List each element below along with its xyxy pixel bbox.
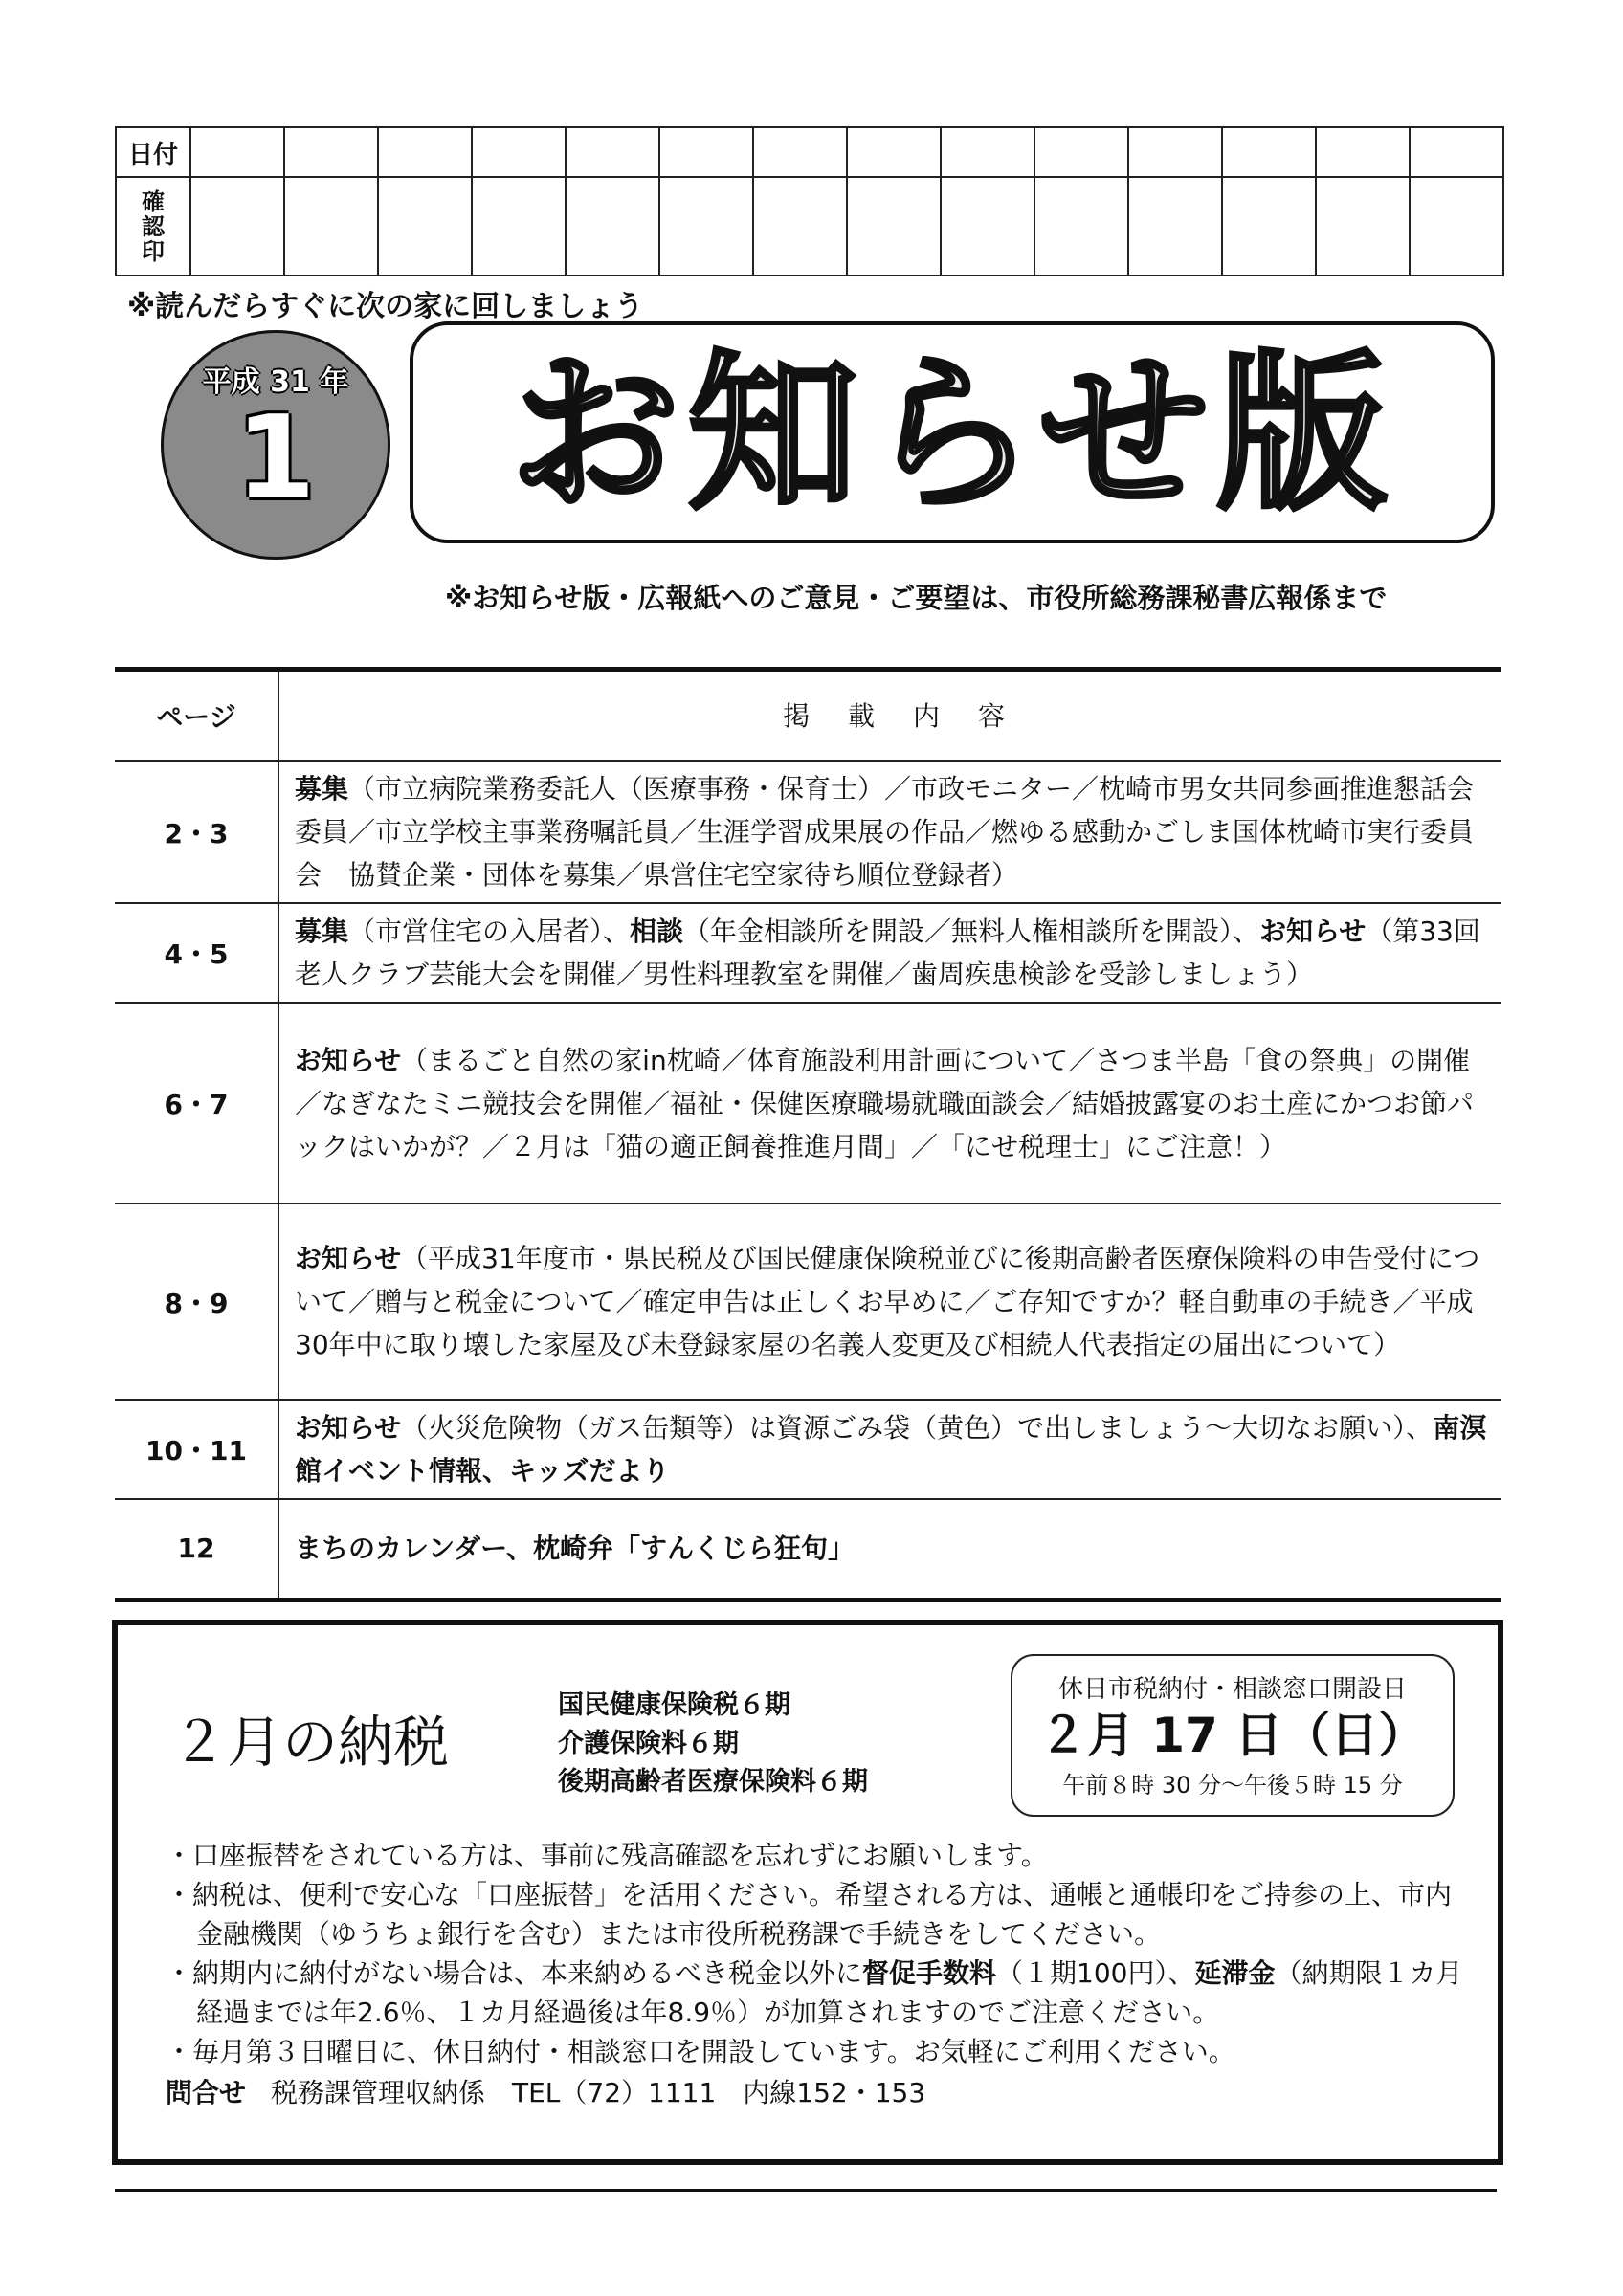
contents-detail: （年金相談所を開設／無料人権相談所を開設）、 [683, 916, 1260, 947]
contents-category: 募集 [295, 773, 349, 805]
header-content: 掲載内容 [278, 670, 1501, 762]
seal-cell [847, 177, 941, 276]
contents-header-row [115, 670, 1501, 762]
contents-category: お知らせ [1259, 916, 1367, 947]
contact-label: 問合せ [166, 2077, 247, 2108]
tax-note-text: （納期限１カ月経過までは年2.6％、１カ月経過後は年8.9％）が加算されますのでご注意ください。 [196, 1957, 1463, 2028]
bottom-rule [115, 2189, 1497, 2192]
contents-category: まちのカレンダー、枕崎弁「すんくじら狂句」 [295, 1533, 856, 1565]
issue-era: 平成 31 年 [202, 365, 349, 399]
date-cell [753, 127, 847, 177]
tax-note [166, 2032, 1477, 2071]
tax-note-emphasis: 督促手数料 [862, 1957, 997, 1989]
contents-description [278, 903, 1501, 1003]
contents-detail: （市営住宅の入居者）、 [348, 916, 631, 947]
contents-detail: （まるごと自然の家in枕崎／体育施設利用計画について／さつま半島「食の祭典」の開催／なぎなたミニ競技会を開催／福祉・保健医療職場就職面談会／結婚披露宴のお土産にかつお節パックはいかが？／２月は「猫の適正飼養推進月間」／「にせ税理士」にご注意！） [295, 1044, 1475, 1162]
date-cell [1410, 127, 1503, 177]
contents-row [115, 1003, 1501, 1203]
issue-badge [161, 330, 390, 560]
contents-category: お知らせ [295, 1243, 402, 1274]
contents-page: 8・9 [115, 1203, 278, 1400]
tax-notice-box [112, 1620, 1503, 2165]
contents-detail: （市立病院業務委託人（医療事務・保育士）／市政モニター／枕崎市男女共同参画推進懇話会委員／市立学校主事業務嘱託員／生涯学習成果展の作品／燃ゆる感動かごしま国体枕崎市実行委員会 協賛企業・団体を募集／県営住宅空家待ち順位登録者） [295, 773, 1475, 891]
tax-note-text: ・納期内に納付がない場合は、本来納めるべき税金以外に [166, 1957, 863, 1989]
contents-page: 2・3 [115, 761, 278, 903]
holiday-hours: 午前８時 30 分～午後５時 15 分 [1062, 1772, 1403, 1799]
seal-cell [378, 177, 472, 276]
tax-item: 後期高齢者医療保険料６期 [558, 1767, 868, 1797]
contents-page: 4・5 [115, 903, 278, 1003]
contents-description [278, 1203, 1501, 1400]
contents-description [278, 1499, 1501, 1600]
contact-line [166, 2073, 1477, 2112]
contents-description [278, 761, 1501, 903]
contents-category: 南溟館イベント情報、キッズだより [295, 1412, 1487, 1487]
date-cell [190, 127, 284, 177]
contents-category: 募集 [295, 916, 349, 947]
tax-item: 国民健康保険税６期 [558, 1690, 790, 1720]
seal-cell [1034, 177, 1128, 276]
holiday-label: 休日市税納付・相談窓口開設日 [1057, 1675, 1407, 1704]
seal-cell [284, 177, 378, 276]
contents-detail: （平成31年度市・県民税及び国民健康保険税並びに後期高齢者医療保険料の申告受付について／贈与と税金について／確定申告は正しくお早めに／ご存知ですか？軽自動車の手続き／平成30年中に取り壊した家屋及び未登録家屋の名義人変更及び相続人代表指定の届出について） [295, 1243, 1480, 1360]
tax-note-text: ・毎月第３日曜日に、休日納付・相談窓口を開設しています。お気軽にご利用ください。 [166, 2036, 1235, 2067]
contents-description [278, 1400, 1501, 1499]
title-frame [410, 321, 1495, 543]
date-cell [378, 127, 472, 177]
contents-description [278, 1003, 1501, 1203]
seal-label: 確 認 印 [116, 177, 190, 276]
circulation-date-row [116, 127, 1503, 177]
contents-category: お知らせ [295, 1412, 402, 1444]
seal-cell [941, 177, 1034, 276]
pass-along-note: ※読んだらすぐに次の家に回しましょう [127, 290, 644, 323]
holiday-date: ２月 17 日（日） [1038, 1708, 1427, 1763]
feedback-note: ※お知らせ版・広報紙へのご意見・ご要望は、市役所総務課秘書広報係まで [445, 582, 1388, 614]
date-cell [284, 127, 378, 177]
tax-note [166, 1836, 1477, 1875]
issue-number: 1 [235, 392, 316, 525]
seal-cell [1222, 177, 1316, 276]
date-label: 日付 [116, 127, 190, 177]
date-cell [659, 127, 753, 177]
tax-note [166, 1875, 1477, 1954]
contents-detail: （第33回老人クラブ芸能大会を開催／男性料理教室を開催／歯周疾患検診を受診しましょう） [295, 916, 1480, 990]
holiday-window-box [1011, 1654, 1455, 1817]
tax-notes-list [166, 1836, 1477, 2071]
contents-row [115, 1400, 1501, 1499]
seal-cell [566, 177, 659, 276]
date-cell [472, 127, 566, 177]
tax-note [166, 1954, 1477, 2032]
seal-cell [1316, 177, 1410, 276]
tax-note-text: ・口座振替をされている方は、事前に残高確認を忘れずにお願いします。 [166, 1840, 1048, 1871]
contents-body [115, 761, 1501, 1600]
header-page: ページ [115, 670, 278, 762]
date-cell [941, 127, 1034, 177]
contents-category: お知らせ [295, 1044, 402, 1076]
seal-cell [1128, 177, 1222, 276]
page-title: お知らせ版 [509, 335, 1395, 533]
circulation-seal-row [116, 177, 1503, 276]
seal-cell [753, 177, 847, 276]
contact-text: 税務課管理収納係 TEL（72）1111 内線152・153 [271, 2077, 926, 2108]
date-cell [847, 127, 941, 177]
circulation-table [115, 126, 1504, 276]
seal-cell [472, 177, 566, 276]
tax-title: ２月の納税 [171, 1710, 450, 1775]
contents-row [115, 1499, 1501, 1600]
seal-cell [190, 177, 284, 276]
date-cell [566, 127, 659, 177]
tax-note-emphasis: 延滞金 [1194, 1957, 1276, 1989]
contents-detail: （火災危険物（ガス缶類等）は資源ごみ袋（黄色）で出しましょう～大切なお願い）、 [401, 1412, 1434, 1444]
tax-items [558, 1687, 868, 1801]
date-cell [1034, 127, 1128, 177]
contents-page: 10・11 [115, 1400, 278, 1499]
contents-table [115, 667, 1501, 1602]
date-cell [1128, 127, 1222, 177]
tax-note-text: ・納税は、便利で安心な「口座振替」を活用ください。希望される方は、通帳と通帳印をご持参の上、市内金融機関（ゆうちょ銀行を含む）または市役所税務課で手続きをしてください。 [166, 1879, 1453, 1950]
contents-row [115, 903, 1501, 1003]
seal-cell [1410, 177, 1503, 276]
date-cell [1316, 127, 1410, 177]
tax-notes [166, 1836, 1477, 2112]
tax-item: 介護保険料６期 [558, 1729, 739, 1758]
contents-page: 12 [115, 1499, 278, 1600]
date-cell [1222, 127, 1316, 177]
tax-note-text: （１期100円）、 [996, 1957, 1195, 1989]
contents-category: 相談 [630, 916, 684, 947]
contents-page: 6・7 [115, 1003, 278, 1203]
contents-row [115, 1203, 1501, 1400]
seal-cell [659, 177, 753, 276]
contents-row [115, 761, 1501, 903]
